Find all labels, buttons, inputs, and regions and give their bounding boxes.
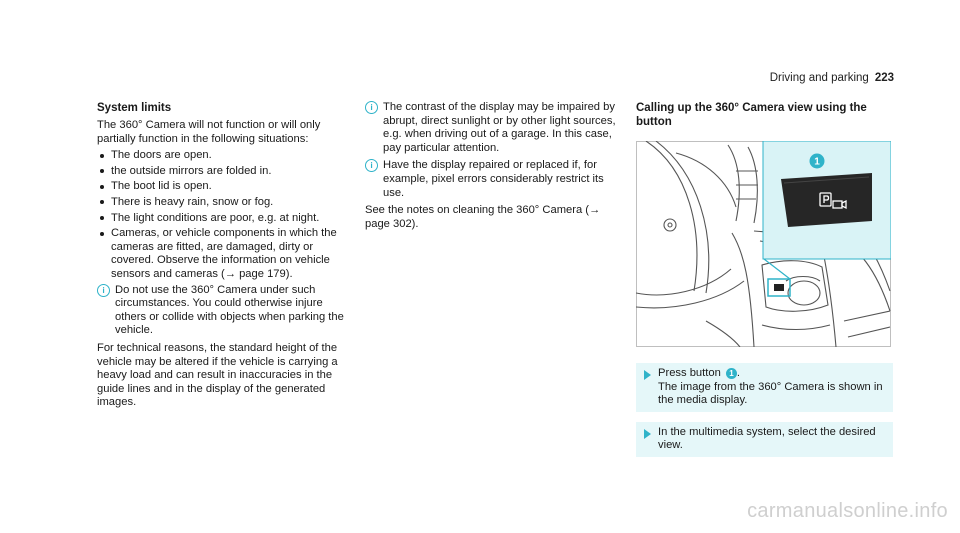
step-punctuation: . (736, 367, 741, 379)
console-drawing (636, 141, 891, 347)
info-note-contrast (365, 101, 621, 155)
system-limits-heading: System limits (97, 102, 172, 114)
step-arrow-icon (644, 370, 651, 380)
column-system-limits (97, 101, 353, 413)
note-text: Have the display repaired or replaced if, for example, pixel errors considerably restrict its use. (383, 159, 604, 199)
list-item: Cameras, or vehicle components in which the cameras are fitted, are damaged, dirty or covered. Observe the information on vehicle sensors and cameras (→ page 179). (97, 227, 353, 281)
step-text: In the multimedia system, select the desired view. (658, 425, 876, 452)
step-text: Press button (658, 367, 721, 379)
height-paragraph: For technical reasons, the standard height of the vehicle may be altered if the vehicle is carrying a heavy load and can result in inaccuracies in the guide lines and in the display of the generated images. (97, 341, 338, 409)
info-note-repair (365, 159, 621, 200)
step-arrow-icon (644, 429, 651, 439)
watermark: carmanualsonline.info (747, 500, 948, 522)
section-title: Driving and parking (769, 72, 869, 84)
camera-button-small (774, 284, 784, 291)
page-header (770, 72, 894, 84)
column-notes (365, 101, 621, 234)
list-item: the outside mirrors are folded in. (97, 165, 353, 179)
list-item: There is heavy rain, snow or fog. (97, 196, 353, 210)
step-result-text: The image from the 360° Camera is shown in the media display. (658, 380, 883, 407)
info-note (97, 284, 353, 338)
list-item: The doors are open. (97, 149, 353, 163)
info-icon: i (365, 159, 378, 172)
button-number-badge: 1 (726, 368, 737, 379)
column-camera-button (636, 101, 893, 467)
cleaning-paragraph: See the notes on cleaning the 360° Camera (→ page 302). (365, 204, 601, 230)
info-icon: i (365, 101, 378, 114)
step-select-view (636, 422, 893, 457)
page-number: 223 (874, 72, 894, 84)
limits-list (97, 149, 353, 281)
steps-list (636, 363, 893, 457)
callout-number: 1 (814, 156, 820, 168)
info-icon: i (97, 284, 110, 297)
note-text: Do not use the 360° Camera under such circumstances. You could otherwise injure others or collide with objects when parking the vehicle. (115, 283, 344, 337)
step-press-button (636, 363, 893, 412)
note-text: The contrast of the display may be impaired by abrupt, direct sunlight or by other light sources, e.g. when driving out of a garage. In this case, pay particular attention. (383, 101, 616, 154)
system-limits-intro: The 360° Camera will not function or will only partially function in the following situations: (97, 119, 321, 145)
center-console-illustration (636, 141, 891, 347)
list-item: The light conditions are poor, e.g. at night. (97, 212, 353, 226)
camera-button-heading: Calling up the 360° Camera view using the button (636, 102, 867, 128)
list-item: The boot lid is open. (97, 180, 353, 194)
